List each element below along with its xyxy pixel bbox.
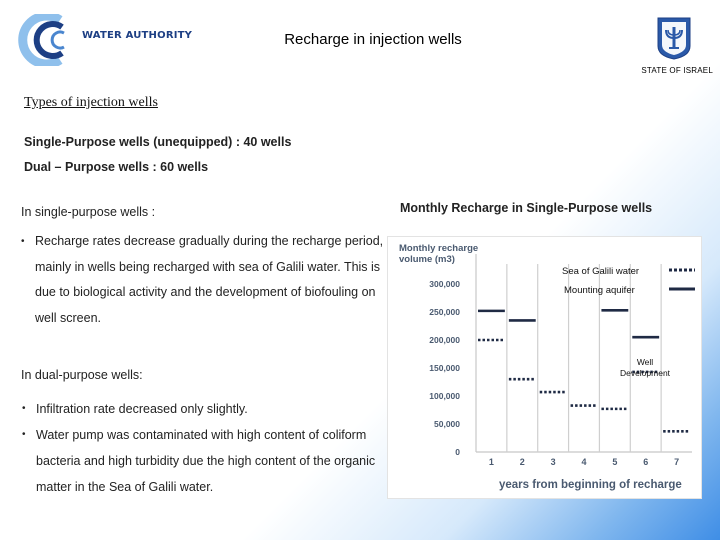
x-tick-label: 6 [643, 457, 649, 467]
page-title: Recharge in injection wells [284, 31, 462, 48]
state-emblem-icon [655, 16, 693, 60]
y-axis-label-line: volume (m3) [399, 254, 455, 265]
y-tick-label: 250,000 [429, 307, 460, 317]
annotation-label: Development [619, 368, 671, 378]
x-tick-label: 5 [612, 457, 618, 467]
chart-title: Monthly Recharge in Single-Purpose wells [400, 201, 653, 215]
y-tick-label: 50,000 [434, 419, 460, 429]
bullet-item [21, 229, 393, 331]
x-tick-label: 7 [674, 457, 680, 467]
bullet-text: Water pump was contaminated with high content of coliform bacteria and high turbidity due the high content of the organic matter in the Sea of Galili water. [36, 428, 376, 494]
single-purpose-intro: In single-purpose wells : [21, 205, 156, 219]
y-tick-label: 300,000 [429, 279, 460, 289]
x-tick-label: 1 [488, 457, 494, 467]
y-tick-label: 0 [455, 447, 460, 457]
annotation-label: Well [636, 357, 654, 367]
bullet-item [22, 396, 394, 422]
recharge-chart [388, 237, 701, 498]
x-axis-label: years from beginning of recharge [499, 479, 682, 491]
bullet-item [22, 422, 394, 500]
dual-purpose-intro: In dual-purpose wells: [21, 368, 143, 382]
bullet-dot-icon: • [21, 236, 25, 247]
bullet-text: Recharge rates decrease gradually during the recharge period, mainly in wells being recharged with sea of Galili water. This is due to biological activity and the development of biofouling on well screen. [35, 234, 384, 325]
x-tick-label: 3 [550, 457, 556, 467]
y-tick-label: 150,000 [429, 363, 460, 373]
bullet-dot-icon: • [22, 403, 26, 414]
legend-label: Mounting aquifer [564, 285, 635, 296]
logo-text: WATER AUTHORITY [82, 30, 193, 41]
types-heading: Types of injection wells [24, 95, 158, 110]
legend-label: Sea of Galili water [562, 266, 640, 277]
y-tick-label: 200,000 [429, 335, 460, 345]
chart-panel [387, 236, 702, 499]
y-tick-label: 100,000 [429, 391, 460, 401]
state-label: STATE OF ISRAEL [641, 66, 713, 75]
x-tick-label: 4 [581, 457, 587, 467]
bullet-dot-icon: • [22, 429, 26, 440]
x-tick-label: 2 [519, 457, 525, 467]
y-axis-label-line: Monthly recharge [399, 243, 479, 254]
single-purpose-count: Single-Purpose wells (unequipped) : 40 wells [24, 135, 292, 149]
bullet-text: Infiltration rate decreased only slightly. [36, 402, 248, 416]
dual-purpose-count: Dual – Purpose wells : 60 wells [24, 160, 209, 174]
